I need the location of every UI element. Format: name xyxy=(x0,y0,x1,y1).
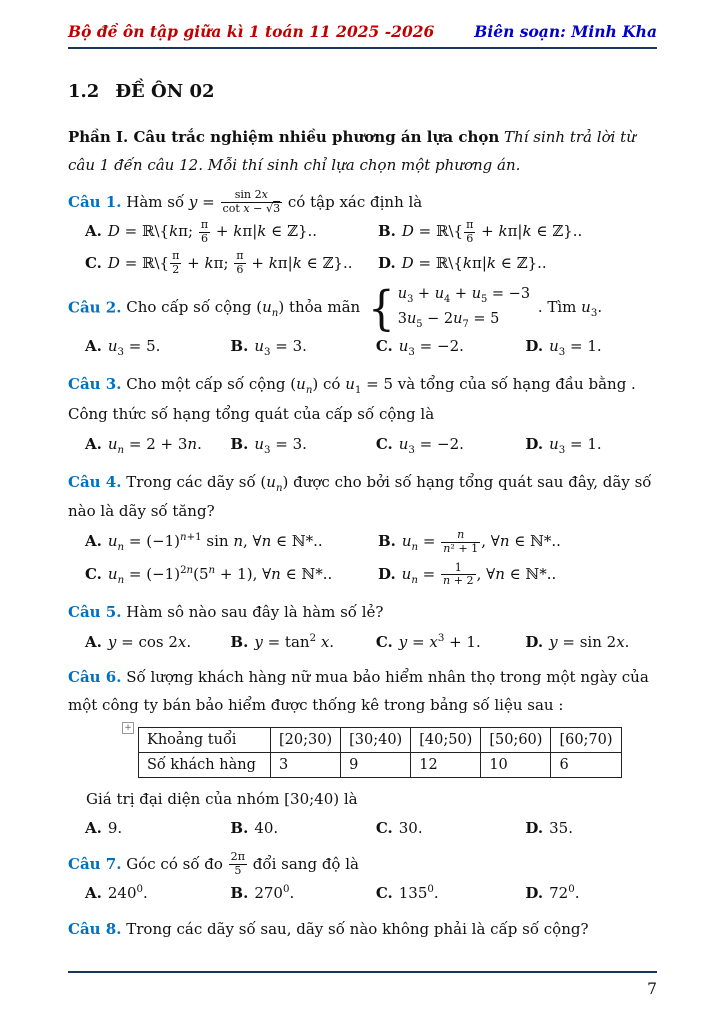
option-3C xyxy=(376,431,526,460)
option-6C xyxy=(376,815,526,841)
question-6-options xyxy=(68,815,657,841)
question-label: Câu 8. xyxy=(68,919,122,938)
part1-intro xyxy=(68,124,657,180)
question-body: Trong các dãy số $(u_n)$ được cho bởi số hạng tổng quát sau đây, dãy số nào là dãy số tăng? xyxy=(68,472,652,521)
option-text: $u_n = 2 + 3n$. xyxy=(107,434,202,456)
question-body: Trong các dãy số sau, dãy số nào không phải là cấp số cộng? xyxy=(126,919,589,938)
option-5A xyxy=(85,629,230,655)
section-number: 1.2 xyxy=(68,81,100,102)
option-text: D = ℝ\{ $\frac{\pi}{2}$ + kπ; $\frac{\pi}{6}$ + kπ|k ∈ ℤ}.. xyxy=(107,249,353,276)
option-text: $u_3 = -2$. xyxy=(398,337,464,359)
option-letter: D. xyxy=(525,819,544,838)
option-letter: A. xyxy=(85,819,102,838)
option-text: $u_3 = 5$. xyxy=(107,337,161,359)
option-text: y = sin 2x. xyxy=(549,632,630,651)
question-1 xyxy=(68,189,657,277)
option-letter: C. xyxy=(85,253,102,272)
option-letter: B. xyxy=(377,222,396,241)
option-text: $72^0$. xyxy=(549,884,580,903)
table-cell: Khoảng tuổi xyxy=(139,728,271,753)
question-2-text xyxy=(68,280,657,336)
option-1D xyxy=(378,250,657,277)
option-5B xyxy=(230,629,375,655)
table-cell: [60;70) xyxy=(551,728,621,753)
option-text: $270^0$. xyxy=(254,884,295,903)
frequency-table xyxy=(138,727,622,778)
question-4 xyxy=(68,469,657,590)
table-cell: [40;50) xyxy=(411,728,481,753)
question-2 xyxy=(68,280,657,362)
option-letter: B. xyxy=(377,532,396,551)
option-4C xyxy=(85,561,378,590)
section-heading xyxy=(68,81,657,102)
question-5-text xyxy=(68,599,657,627)
header-title: Bộ đề ôn tập giữa kì 1 toán 11 2025 -2026 xyxy=(68,22,435,41)
question-5 xyxy=(68,599,657,655)
option-letter: C. xyxy=(375,819,393,838)
table-cell: 12 xyxy=(411,753,481,778)
question-label: Câu 2. xyxy=(68,298,122,317)
option-4A xyxy=(85,528,378,557)
question-label: Câu 6. xyxy=(68,667,122,686)
option-letter: A. xyxy=(85,632,102,651)
option-6A xyxy=(85,815,230,841)
option-text: $y = \tan^2 x$. xyxy=(254,632,335,651)
frequency-table-wrap xyxy=(68,723,657,778)
question-4-text xyxy=(68,469,657,527)
option-text: $u_3 = 1$. xyxy=(549,434,602,456)
option-5D xyxy=(525,629,657,655)
option-text: $135^0$. xyxy=(398,884,439,903)
section-title: ĐỀ ÔN 02 xyxy=(115,81,215,102)
question-5-options xyxy=(68,629,657,655)
question-7-text xyxy=(68,851,657,879)
header-rule xyxy=(68,47,657,49)
question-label: Câu 1. xyxy=(68,192,122,211)
page-header xyxy=(68,22,657,41)
option-text: 35. xyxy=(549,819,573,838)
option-2C xyxy=(376,333,526,362)
option-letter: A. xyxy=(85,337,102,356)
table-move-icon: + xyxy=(122,722,134,734)
option-text: $u_3 = 3$. xyxy=(254,434,307,456)
option-text: $y = x^3 + 1$. xyxy=(398,632,481,651)
option-7A xyxy=(85,880,230,906)
option-4D xyxy=(378,561,657,590)
option-letter: C. xyxy=(375,434,393,453)
option-letter: A. xyxy=(85,222,102,241)
table-cell: [30;40) xyxy=(341,728,411,753)
table-cell: 3 xyxy=(271,753,341,778)
option-7D xyxy=(525,880,657,906)
option-text: 40. xyxy=(254,819,279,838)
option-text: D = ℝ\{kπ; $\frac{\pi}{6}$ + kπ|k ∈ ℤ}.. xyxy=(107,218,318,245)
question-body: Cho cấp số cộng $(u_n)$ thỏa mãn { $u_3 + u_4 + u_5 = -3$ $3u_5 - 2u_7 = 5$ . Tìm $u_3$. xyxy=(126,280,603,336)
option-text: $u_n = (-1)^{n+1}$ sin n, ∀n ∈ ℕ*.. xyxy=(107,532,323,554)
table-row xyxy=(139,728,622,753)
option-letter: D. xyxy=(525,434,544,453)
option-letter: B. xyxy=(230,632,249,651)
option-text: 9. xyxy=(107,819,123,838)
question-6 xyxy=(68,664,657,842)
question-7-options xyxy=(68,880,657,906)
option-letter: D. xyxy=(525,884,544,903)
option-7C xyxy=(376,880,526,906)
option-2B xyxy=(230,333,375,362)
table-cell: 9 xyxy=(341,753,411,778)
option-letter: D. xyxy=(377,564,396,583)
question-body: Cho một cấp số cộng $(u_n)$ có $u_1 = 5$ và tổng của số hạng đầu bằng . Công thức số hạng tổng quát của cấp số cộng là xyxy=(68,375,636,423)
page-footer xyxy=(68,971,657,998)
option-text: $u_3 = -2$. xyxy=(398,434,464,456)
question-2-options xyxy=(68,333,657,362)
footer-rule xyxy=(68,971,657,973)
option-4B xyxy=(378,528,657,557)
option-1C xyxy=(85,250,378,277)
table-cell: [20;30) xyxy=(271,728,341,753)
option-6B xyxy=(230,815,375,841)
option-letter: A. xyxy=(85,884,102,903)
option-letter: B. xyxy=(230,434,249,453)
option-2D xyxy=(525,333,657,362)
table-cell: Số khách hàng xyxy=(139,753,271,778)
option-text: 30. xyxy=(398,819,423,838)
option-letter: D. xyxy=(525,337,544,356)
option-text: $u_n$ = $\frac{n}{\text{n² + 1}}$ , ∀n ∈ ℕ*.. xyxy=(401,527,561,555)
question-3 xyxy=(68,371,657,459)
header-author: Biên soạn: Minh Kha xyxy=(474,22,657,41)
option-1A xyxy=(85,218,378,245)
option-letter: D. xyxy=(377,253,396,272)
option-letter: C. xyxy=(375,632,393,651)
question-6-note: Giá trị đại diện của nhóm [30;40) là xyxy=(86,790,358,809)
option-letter: B. xyxy=(230,337,249,356)
question-1-text xyxy=(68,189,657,217)
option-letter: B. xyxy=(230,884,249,903)
option-text: D = ℝ\{kπ|k ∈ ℤ}.. xyxy=(401,253,547,272)
option-2A xyxy=(85,333,230,362)
option-text: D = ℝ\{ $\frac{\pi}{6}$ + kπ|k ∈ ℤ}.. xyxy=(401,218,583,245)
question-8-text xyxy=(68,916,657,944)
option-text: $240^0$. xyxy=(107,884,148,903)
option-text: y = cos 2x. xyxy=(107,632,192,651)
option-letter: B. xyxy=(230,819,249,838)
question-1-options xyxy=(68,218,657,277)
question-body: Hàm sô nào sau đây là hàm số lẻ? xyxy=(126,602,384,621)
option-letter: C. xyxy=(85,564,102,583)
question-8 xyxy=(68,916,657,944)
option-6D xyxy=(525,815,657,841)
option-letter: A. xyxy=(85,434,102,453)
option-letter: C. xyxy=(375,884,393,903)
option-text: $u_3 = 3$. xyxy=(254,337,307,359)
option-text: $u_n = (-1)^{2n}(5^n + 1)$, ∀n ∈ ℕ*.. xyxy=(107,564,333,586)
option-3A xyxy=(85,431,230,460)
table-row xyxy=(139,753,622,778)
question-body: Số lượng khách hàng nữ mua bảo hiểm nhân thọ trong một ngày của một công ty bán bảo hiểm được thống kê trong bảng số liệu sau : xyxy=(68,667,649,714)
table-cell: [50;60) xyxy=(481,728,551,753)
table-cell: 6 xyxy=(551,753,621,778)
question-3-options xyxy=(68,431,657,460)
option-1B xyxy=(378,218,657,245)
option-text: $u_3 = 1$. xyxy=(549,337,602,359)
question-7 xyxy=(68,851,657,907)
question-6-text xyxy=(68,664,657,720)
question-3-text xyxy=(68,371,657,429)
option-text: $u_n$ = $\frac{1}{n + 2}$ , ∀n ∈ ℕ*.. xyxy=(401,560,557,588)
option-letter: C. xyxy=(375,337,393,356)
option-letter: D. xyxy=(525,632,544,651)
option-7B xyxy=(230,880,375,906)
question-label: Câu 7. xyxy=(68,854,122,873)
option-3B xyxy=(230,431,375,460)
option-letter: A. xyxy=(85,532,102,551)
question-label: Câu 3. xyxy=(68,375,122,394)
question-4-options xyxy=(68,528,657,590)
question-body: Hàm số y = $\frac{\sin 2x}{\text{cot x − √3}}$ có tập xác định là xyxy=(126,188,423,215)
page-number: 7 xyxy=(647,980,657,998)
option-5C xyxy=(376,629,526,655)
question-label: Câu 5. xyxy=(68,602,122,621)
option-3D xyxy=(525,431,657,460)
question-body: Góc có số đo $\frac{2\pi}{5}$ đổi sang độ là xyxy=(126,850,359,878)
part1-note: Thí sinh trả lời từ câu 1 đến câu 12. Mỗi thí sinh chỉ lựa chọn một phương án. xyxy=(68,128,636,174)
part1-heading: Phần I. Câu trắc nghiệm nhiều phương án lựa chọn xyxy=(68,128,500,146)
question-label: Câu 4. xyxy=(68,472,122,491)
table-cell: 10 xyxy=(481,753,551,778)
